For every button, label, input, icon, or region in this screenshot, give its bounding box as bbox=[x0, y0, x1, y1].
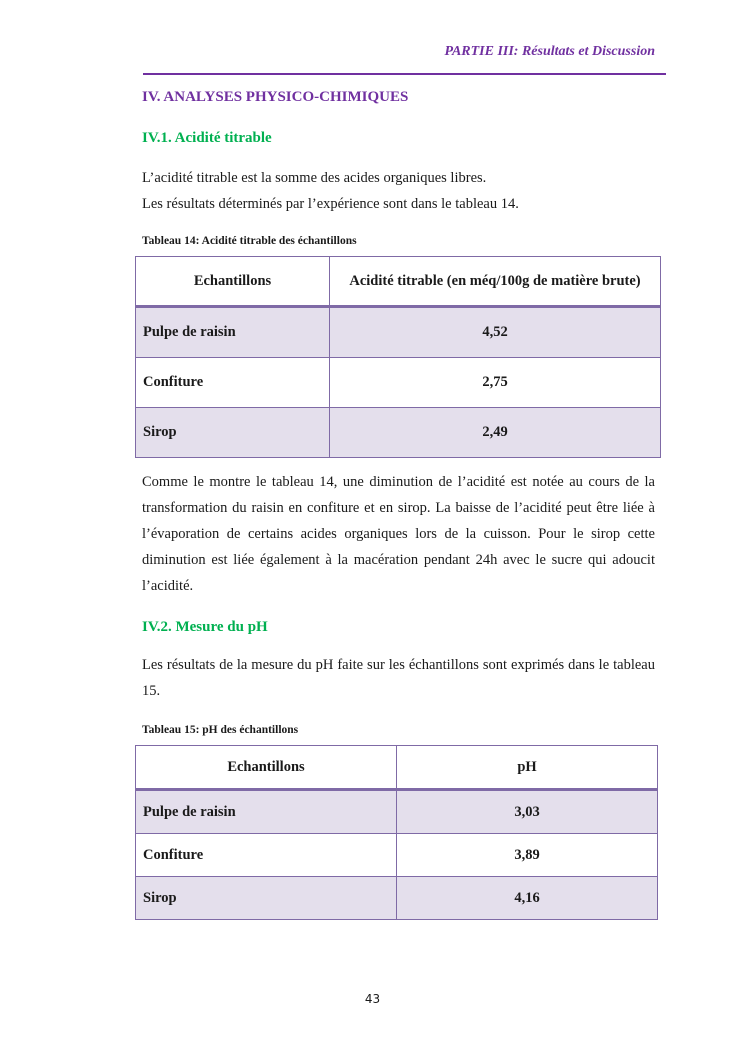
sample-name-cell: Confiture bbox=[136, 358, 330, 408]
table-row bbox=[136, 408, 661, 458]
table-header-row bbox=[136, 746, 658, 790]
acidity-intro-line-1: L’acidité titrable est la somme des acides organiques libres. bbox=[142, 170, 487, 186]
column-header: Echantillons bbox=[136, 746, 397, 790]
sample-name-cell: Pulpe de raisin bbox=[136, 790, 397, 834]
table-row bbox=[136, 358, 661, 408]
table-row bbox=[136, 307, 661, 358]
sample-name-cell: Pulpe de raisin bbox=[136, 307, 330, 358]
acidity-intro-line-2: Les résultats déterminés par l’expérience sont dans le tableau 14. bbox=[142, 196, 519, 212]
table-14-caption: Tableau 14: Acidité titrable des échantillons bbox=[142, 235, 357, 247]
running-header: PARTIE III: Résultats et Discussion bbox=[444, 44, 655, 59]
value-cell: 4,16 bbox=[397, 877, 658, 920]
acidity-table bbox=[135, 256, 661, 458]
table-row bbox=[136, 790, 658, 834]
sample-name-cell: Sirop bbox=[136, 408, 330, 458]
table-row bbox=[136, 877, 658, 920]
acidity-discussion: Comme le montre le tableau 14, une diminution de l’acidité est notée au cours de la transformation du raisin en confiture et en sirop. La baisse de l’acidité peut être liée à l’évaporation de certains acides organiques lors de la cuisson. Pour le sirop cette diminution est liée également à la macération pendant 24h avec le sucre qui adoucit l’acidité. bbox=[142, 474, 655, 594]
value-cell: 3,03 bbox=[397, 790, 658, 834]
subsection-title-ph: IV.2. Mesure du pH bbox=[142, 619, 268, 635]
value-cell: 2,75 bbox=[330, 358, 661, 408]
page-number: 43 bbox=[364, 992, 381, 1006]
sample-name-cell: Sirop bbox=[136, 877, 397, 920]
column-header: Echantillons bbox=[136, 257, 330, 307]
column-header: pH bbox=[397, 746, 658, 790]
value-cell: 3,89 bbox=[397, 834, 658, 877]
sample-name-cell: Confiture bbox=[136, 834, 397, 877]
table-header-row bbox=[136, 257, 661, 307]
subsection-title-acidity: IV.1. Acidité titrable bbox=[142, 130, 272, 146]
value-cell: 4,52 bbox=[330, 307, 661, 358]
ph-table bbox=[135, 745, 658, 920]
header-divider bbox=[143, 73, 666, 75]
table-15-caption: Tableau 15: pH des échantillons bbox=[142, 724, 299, 736]
section-title: IV. ANALYSES PHYSICO-CHIMIQUES bbox=[142, 89, 409, 105]
acidity-intro bbox=[142, 165, 655, 217]
column-header: Acidité titrable (en méq/100g de matière brute) bbox=[330, 257, 661, 307]
ph-intro: Les résultats de la mesure du pH faite sur les échantillons sont exprimés dans le tableau 15. bbox=[142, 657, 655, 699]
table-row bbox=[136, 834, 658, 877]
value-cell: 2,49 bbox=[330, 408, 661, 458]
